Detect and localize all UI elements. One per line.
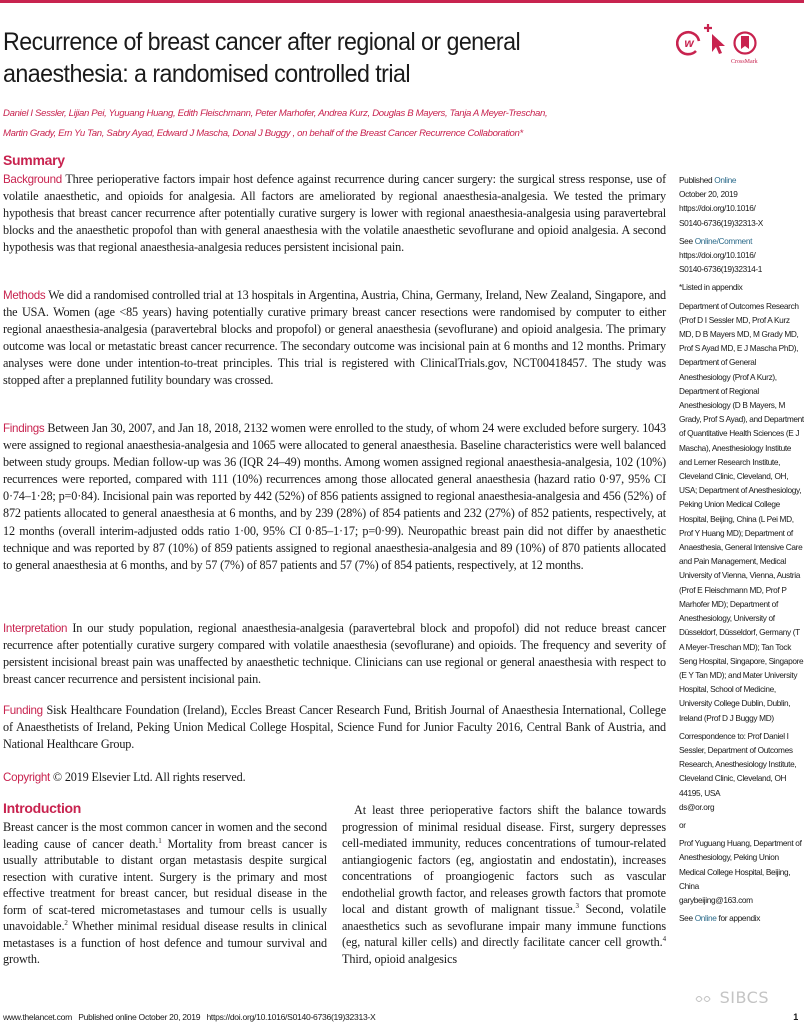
authors-line-1: Daniel I Sessler, Lijian Pei, Yuguang Huang, Edith Fleischmann, Peter Marhofer, Andrea Kurz, Douglas B Mayers, Tanja A Meyer-Treschan, — [3, 108, 548, 119]
correspondence-2: Prof Yuguang Huang, Department of Anesthesiology, Peking Union Medical College Hospital, Beijing, China — [679, 838, 802, 891]
intro-text: Third, opioid analgesics — [342, 951, 458, 966]
title-line-2: anaesthesia: a randomised controlled trial — [3, 60, 410, 88]
section-label-interpretation: Interpretation — [3, 622, 68, 635]
footer-doi[interactable]: https://doi.org/10.1016/S0140-6736(19)32313-X — [206, 1012, 376, 1022]
appendix-suffix: for appendix — [718, 913, 761, 924]
funding-text: Sisk Healthcare Foundation (Ireland), Eccles Breast Cancer Research Fund, British Journal of Anaesthesia International, College of Anaesthetists of Ireland, Peking Union Medical College Hospital, Science Fund for Junior Faculty 2016, Central Bank of Austria, and National Healthcare Group. — [3, 703, 666, 752]
published-prefix: Published — [679, 175, 713, 185]
appendix-note — [679, 911, 804, 925]
published-block — [679, 173, 804, 230]
footer-published: Published online October 20, 2019 — [78, 1012, 201, 1022]
sidebar-notes — [679, 173, 804, 929]
interpretation-text: In our study population, regional anaesthesia-analgesia (paravertebral block and propofol) did not reduce breast cancer recurrence after potentially curative surgery compared with volatile anaesthesia (sevoflurane) and opioids. The frequency and severity of persistent incisional breast pain was unaffected by anaesthetic technique. Clinicians can use regional or general anaesthesia with respect to breast cancer recurrence and persistent incisional pain. — [3, 621, 666, 687]
published-doi-line-1[interactable]: https://doi.org/10.1016/ — [679, 203, 756, 214]
top-rule — [0, 0, 804, 3]
see-prefix: See — [679, 235, 693, 246]
comment-doi-line-1[interactable]: https://doi.org/10.1016/ — [679, 250, 756, 261]
citation-ref[interactable]: 1 — [158, 836, 162, 845]
affiliations: Department of Outcomes Research (Prof D I Sessler MD, Prof A Kurz MD, D B Mayers MD, M Grady MD, Prof S Ayad MD, E J Mascha PhD), Department of General Anesthesiology (Prof A Kurz), Department of Regional Anesthesiology (D B Mayers, M Grady, Prof S Ayad), and Department of Quantitative Health Sciences (E J Mascha), Anesthesiology Institute and Lerner Research Institute, Cleveland Clinic, Cleveland, OH, USA; Department of Anesthesiology, Peking Union Medical College Hospital, Beijing, China (L Pei MD, Prof Y Huang MD); Department of Anaesthesia, General Intensive Care and Pain Management, Medical University of Vienna, Vienna, Austria (Prof E Fleischmann MD, Prof P Marhofer MD); Department of Anesthesiology, University of Düsseldorf, Düsseldorf, Germany (T A Meyer-Treschan MD); Tan Tock Seng Hospital, Singapore, Singapore (E Y Tan MD); and Mater University Hospital, School of Medicine, University College Dublin, Dublin, Ireland (Prof D J Buggy MD) — [679, 300, 804, 723]
introduction-heading: Introduction — [3, 800, 82, 816]
abstract-interpretation — [3, 620, 666, 688]
section-label-findings: Findings — [3, 422, 45, 435]
section-label-copyright: Copyright — [3, 771, 50, 784]
citation-ref[interactable]: 4 — [662, 934, 666, 943]
introduction-left-column — [3, 819, 327, 968]
abstract-copyright — [3, 769, 666, 786]
page-footer — [3, 1012, 798, 1022]
background-text: Three perioperative factors impair host defence against recurrence during cancer surgery: the surgical stress response, use of volatile anaesthetic, and opioids for analgesia. All factors are ameliorated by regional anaesthesia-analgesia. We tested the primary hypothesis that breast cancer recurrence after potentially curative surgery is lower with regional anaesthesia-analgesia using paravertebral blocks and the anaesthetic propofol than with general anaesthesia with the volatile anaesthetic sevoflurane and opioid analgesia. A second hypothesis was that regional anaesthesia-analgesia reduces persistent incisional pain. — [3, 172, 667, 255]
intro-text: Mortality from breast cancer is usually attributable to distant organ metastasis despite surgical resection with curative intent. Surgery is the primary and most effective treatment for breast cancer, but residual disease in the form of scat-tered micrometastases and tumour cells is usually unavoidable. — [3, 836, 327, 933]
intro-text: At least three perioperative factors shift the balance towards progression of minimal residual disease. First, surgery depresses cell-mediated immunity, reduces concentrations of tumour-related antiangiogenic factors (eg, angiostatin and endostatin), increases concentrations of proangiogenic factors such as vascular endothelial growth factor, and releases growth factors that promote local and distant growth of malignant tissue. — [342, 803, 666, 916]
appendix-online-link[interactable]: Online — [694, 913, 717, 924]
watermark-text: SIBCS — [719, 988, 769, 1007]
abstract-background — [3, 171, 666, 256]
correspondence-email-2[interactable]: garybeijing@163.com — [679, 894, 753, 905]
cursor-plus-icon[interactable] — [704, 22, 726, 56]
crossmark-icon[interactable] — [733, 31, 757, 55]
intro-text: Whether minimal residual disease results in clinical metastases is a function of host defence and tumour survival and growth. — [3, 919, 327, 966]
online-comment-link[interactable]: Online/Comment — [694, 235, 753, 246]
appendix-prefix: See — [679, 913, 693, 924]
header-icons — [676, 22, 776, 72]
summary-heading: Summary — [3, 152, 65, 168]
svg-text:w: w — [684, 36, 694, 50]
watermark-logo-icon — [694, 993, 714, 1005]
web-extra-icon[interactable] — [676, 30, 702, 56]
author-list — [3, 104, 663, 144]
abstract-methods — [3, 287, 666, 390]
section-label-background: Background — [3, 173, 62, 186]
abstract-funding — [3, 702, 666, 753]
published-date: October 20, 2019 — [679, 189, 738, 200]
citation-ref[interactable]: 2 — [64, 918, 68, 927]
page-number: 1 — [793, 1012, 798, 1022]
listed-note: *Listed in appendix — [679, 282, 743, 293]
title-line-1: Recurrence of breast cancer after regional or general — [3, 28, 521, 56]
methods-text: We did a randomised controlled trial at 13 hospitals in Argentina, Austria, China, Germany, Ireland, New Zealand, Singapore, and the USA. Women (age <85 years) having potentially curative primary breast cancer resections were randomised by computer to either regional anaesthesia-analgesia (paravertebral blocks and propofol) or general anaesthesia (sevoflurane) and opioid analgesia. The primary outcome was local or metastatic breast cancer recurrence. The secondary outcome was incisional pain at 6 months and 12 months. Primary analyses were done under intention-to-treat principles. This trial is registered with ClinicalTrials.gov, NCT00418457. The study was stopped after a preplanned futility boundary was crossed. — [3, 288, 666, 388]
findings-text: Between Jan 30, 2007, and Jan 18, 2018, 2132 women were enrolled to the study, of whom 24 were excluded before surgery. 1043 were assigned to regional anaesthesia-analgesia and 1065 were allocated to general anaesthesia. Baseline characteristics were well balanced between study groups. Median follow-up was 36 (IQR 24–49) months. Among women assigned regional anaesthesia-analgesia, 102 (10%) recurrences were reported, compared with 111 (10%) recurrences among those allocated general anaesthesia (hazard ratio 0·97, 95% CI 0·74–1·28; p=0·84). Incisional pain was reported by 442 (52%) of 856 patients assigned to regional anaesthesia-analgesia and 456 (52%) of 872 patients allocated to general anaesthesia at 6 months, and by 239 (28%) of 854 patients and 232 (27%) of 852 patients, respectively, at 12 months (overall interim-adjusted odds ratio 1·00, 95% CI 0·85–1·17; p=0·99). Neuropathic breast pain did not differ by anaesthetic technique and was reported by 87 (10%) of 859 patients assigned to regional anaesthesia-analgesia and 89 (10%) of 870 patients allocated to general anaesthesia at 6 months, and by 57 (7%) of 857 patients and 57 (7%) of 854 patients, respectively, at 12 months. — [3, 421, 666, 572]
correspondence-email-1[interactable]: ds@or.org — [679, 801, 715, 812]
intro-text: Second, volatile anaesthetics such as sevoflurane impair many immune functions (eg, natural killer cells) and directly facilitate cancer cell growth. — [342, 902, 666, 949]
watermark — [694, 988, 769, 1007]
or-separator: or — [679, 819, 686, 830]
section-label-methods: Methods — [3, 289, 46, 302]
footer-site[interactable]: www.thelancet.com — [3, 1012, 72, 1022]
intro-text: Breast cancer is the most common cancer in women and the second leading cause of cancer death. — [3, 820, 327, 851]
published-online-link[interactable]: Online — [714, 175, 737, 185]
copyright-text: © 2019 Elsevier Ltd. All rights reserved. — [52, 770, 246, 784]
correspondence: Correspondence to: Prof Daniel I Sessler, Department of Outcomes Research, Anesthesiology Institute, Cleveland Clinic, Cleveland, OH 44195, USA — [679, 730, 797, 798]
section-label-funding: Funding — [3, 704, 43, 717]
published-doi-line-2[interactable]: S0140-6736(19)32313-X — [679, 217, 763, 228]
comment-block — [679, 234, 804, 277]
comment-doi-line-2[interactable]: S0140-6736(19)32314-1 — [679, 264, 763, 275]
authors-line-2: Martin Grady, Ern Yu Tan, Sabry Ayad, Edward J Mascha, Donal J Buggy , on behalf of the Breast Cancer Recurrence Collaboration* — [3, 128, 523, 139]
citation-ref[interactable]: 3 — [575, 901, 579, 910]
abstract-findings — [3, 420, 666, 574]
article-title — [3, 26, 635, 90]
introduction-right-column — [342, 802, 666, 967]
crossmark-label: CrossMark — [731, 59, 758, 65]
